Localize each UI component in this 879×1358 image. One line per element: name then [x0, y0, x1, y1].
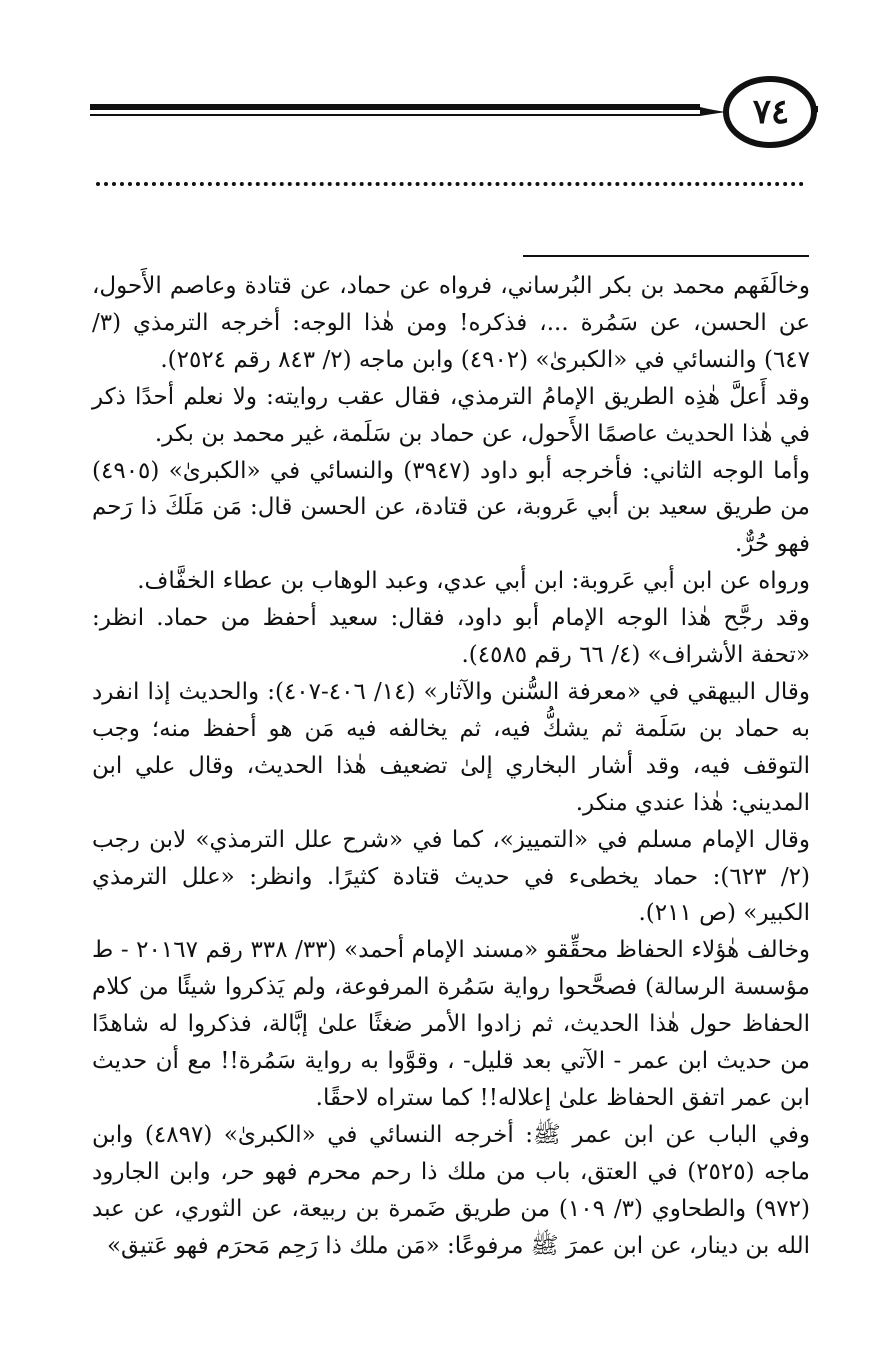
- paragraph: وقد أَعلَّ هٰذِه الطريق الإمامُ الترمذي، فقال عقب روايته: ولا نعلم أحدًا ذكر في هٰذا الحديث عاصمًا الأَحول، عن حماد بن سَلَمة، غير محمد بن بكر.: [92, 383, 810, 447]
- paragraph: وفي الباب عن ابن عمر ﷺ: أخرجه النسائي في «الكبرىٰ» (٤٨٩٧) وابن ماجه (٢٥٢٥) في العتق، باب من ملك ذا رحم محرم فهو حر، وابن الجارود (٩٧٢) والطحاوي (٣/ ١٠٩) من طريق ضَمرة بن ربيعة، عن الثوري، عن عبد الله بن دينار، عن ابن عمرَ ﷺ مرفوعًا: «مَن ملك ذا رَحِم مَحرَم فهو عَتيق»: [92, 1121, 811, 1259]
- paragraph: وقال البيهقي في «معرفة السُّنن والآثار» (١٤/ ٤٠٦-٤٠٧): والحديث إذا انفرد به حماد بن سَلَمة ثم يشكُّ فيه، ثم يخالفه فيه مَن هو أحفظ منه؛ وجب التوقف فيه، وقد أشار البخاري إلىٰ تضعيف هٰذا الحديث، وقال علي ابن المديني: هٰذا عندي منكر.: [92, 678, 810, 816]
- footnote-text: [92, 268, 810, 1264]
- paragraph: وخالَفَهم محمد بن بكر البُرساني، فرواه عن حماد، عن قتادة وعاصم الأَحول، عن الحسن، عن سَمُرة ...، فذكره! ومن هٰذا الوجه: أخرجه الترمذي (٣/ ٦٤٧) والنسائي في «الكبرىٰ» (٤٩٠٢) وابن ماجه (٢/ ٨٤٣ رقم ٢٥٢٤).: [92, 273, 810, 373]
- header-ornament: [90, 72, 818, 152]
- paragraph: وقد رجَّح هٰذا الوجه الإمام أبو داود، فقال: سعيد أحفظ من حماد. انظر: «تحفة الأشراف» (٤/ ٦٦ رقم ٤٥٨٥).: [92, 605, 810, 669]
- footnote-separator: [523, 255, 809, 257]
- paragraph: وقال الإمام مسلم في «التمييز»، كما في «شرح علل الترمذي» لابن رجب (٢/ ٦٢٣): حماد يخطىء في حديث قتادة كثيرًا. وانظر: «علل الترمذي الكبير» (ص ٢١١).: [92, 826, 811, 927]
- paragraph: ورواه عن ابن أبي عَروبة: ابن أبي عدي، وعبد الوهاب بن عطاء الخفَّاف.: [137, 568, 810, 595]
- page-number: ٧٤: [752, 92, 790, 132]
- paragraph: وخالف هٰؤلاء الحفاظ محقِّقو «مسند الإمام أحمد» (٣٣/ ٣٣٨ رقم ٢٠١٦٧ - ط مؤسسة الرسالة) فصحَّحوا رواية سَمُرة المرفوعة، ولم يَذكروا شيئًا من كلام الحفاظ حول هٰذا الحديث، ثم زادوا الأمر ضغثًا علىٰ إبَّالة، فذكروا له شاهدًا من حديث ابن عمر - الآتي بعد قليل- ، وقوَّوا به رواية سَمُرة!! مع أن حديث ابن عمر اتفق الحفاظ علىٰ إعلاله!! كما ستراه لاحقًا.: [92, 937, 811, 1111]
- page-header: [90, 72, 818, 152]
- paragraph: وأما الوجه الثاني: فأخرجه أبو داود (٣٩٤٧) والنسائي في «الكبرىٰ» (٤٩٠٥) من طريق سعيد بن أبي عَروبة، عن قتادة، عن الحسن قال: مَن مَلَكَ ذا رَحم فهو حُرٌّ.: [92, 457, 810, 558]
- dotted-divider: [96, 182, 804, 186]
